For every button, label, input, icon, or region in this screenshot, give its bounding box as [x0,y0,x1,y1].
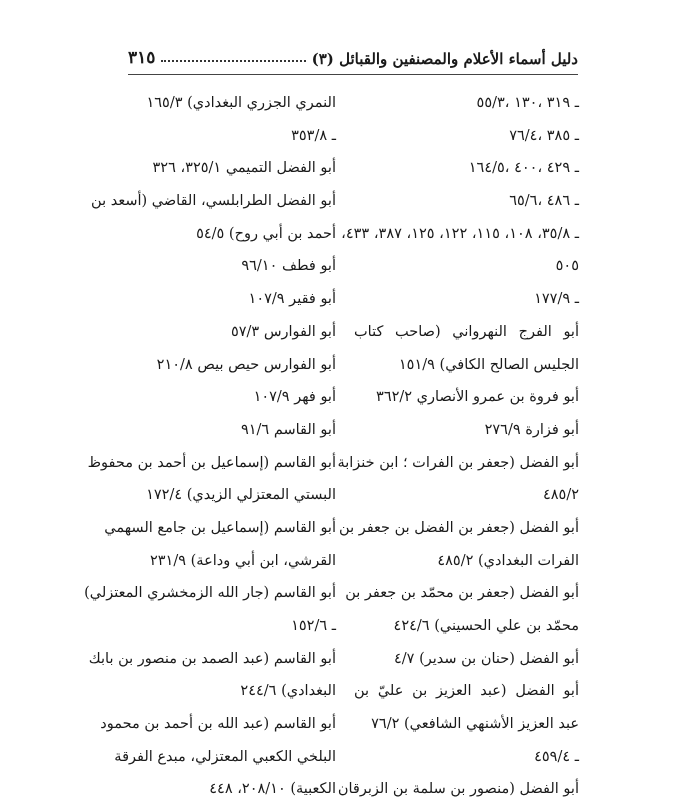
running-title: دليل أسماء الأعلام والمصنفين والقبائل (٣) [311,50,578,68]
index-entry-line: عبد العزيز الأشنهي الشافعي) ٧٦/٢ [371,716,579,733]
index-entry-line: ٤٨٥/٢ [542,487,579,504]
index-entry-line: محمّد بن علي الحسيني) ٤٢٤/٦ [393,618,579,634]
index-entry-line: ـ ٤٥٩/٤ [534,748,579,765]
index-entry-line: أبو فزارة ٢٧٦/٩ [484,421,579,438]
index-entry-line: الكعبية) ٢٠٨/١٠، ٤٤٨ [209,781,336,798]
left-column [84,87,336,806]
index-entry-line: البستي المعتزلي الزيدي) ١٧٢/٤ [146,487,336,504]
index-entry-line: أبو الفوارس ٥٧/٣ [230,323,336,340]
index-entry-line: الجليس الصالح الكافي) ١٥١/٩ [398,356,579,373]
index-entry-line: ـ ٣٥٣/٨ [291,127,336,144]
index-entry-line: أبو الفضل الطرابلسي، القاضي (أسعد بن [91,193,336,210]
index-entry-line: ـ ٣٨٥ ،٧٦/٤ [509,127,579,144]
index-entry-line: ٥٠٥ [555,258,579,275]
index-entry-line: أبو الفوارس حيص بيص ٢١٠/٨ [156,356,336,373]
index-entry-line: أحمد بن أبي روح) ٥٤/٥ [196,225,336,242]
index-entry-line: ـ ٣٥/٨، ١٠٨، ١١٥، ١٢٢، ١٢٥، ٣٨٧، ٤٣٣، [341,225,579,242]
index-entry-line: أبو الفضل (جعفر بن الفرات ؛ ابن خنزابة [337,454,579,471]
index-entry-line: أبو الفضل التميمي ٣٢٥/١، ٣٢٦ [152,160,336,177]
index-entry-line: أبو القاسم (إسماعيل بن جامع السهمي [104,519,336,536]
index-entry-line: ـ ١٥٢/٦ [291,618,336,634]
leader-dots [161,59,305,62]
index-entry-line: أبو الفضل (عبد العزيز بن عليّ بن [354,683,579,700]
index-entry-line: أبو الفضل (حنان بن سدير) ٤/٧ [394,650,579,667]
index-entry-line: أبو فقير ١٠٧/٩ [248,291,336,308]
index-entry-line: أبو الفضل (منصور بن سلمة بن الزبرقان [337,781,579,798]
page-header [128,40,578,68]
index-entry-line: النمري الجزري البغدادي) ١٦٥/٣ [146,95,336,111]
index-entry-line: أبو القاسم (عبد الله بن أحمد بن محمود [100,716,336,733]
index-entry-line: أبو القاسم (جار الله الزمخشري المعتزلي) [84,585,336,602]
index-entry-line: البغدادي) ٢٤٤/٦ [240,683,336,700]
index-entry-line: البلخي الكعبي المعتزلي، مبدع الفرقة [114,748,336,765]
index-entry-line: أبو القاسم (عبد الصمد بن منصور بن بابك [88,650,336,667]
index-entry-line: أبو الفضل (جعفر بن الفضل بن جعفر بن [339,519,579,536]
index-entry-line: أبو فهر ١٠٧/٩ [253,389,336,406]
index-entry-line: ـ ١٧٧/٩ [534,291,579,308]
index-entry-line: ـ ٣١٩ ،١٣٠ ،٥٥/٣ [476,95,579,111]
index-entry-line: أبو الفرج النهرواني (صاحب كتاب [354,323,579,340]
index-entry-line: ـ ٤٢٩ ،٤٠٠ ،١٦٤/٥ [468,160,579,177]
page-number: ٣١٥ [128,48,156,68]
header-rule [128,74,578,75]
index-entry-line: أبو فروة بن عمرو الأنصاري ٣٦٢/٢ [376,389,579,406]
index-entry-line: القرشي، ابن أبي وداعة) ٢٣١/٩ [149,552,336,569]
index-entry-line: الفرات البغدادي) ٤٨٥/٢ [437,552,579,569]
index-entry-line: أبو القاسم ٩١/٦ [240,421,336,438]
index-entry-line: أبو فطف ٩٦/١٠ [241,258,336,275]
index-entry-line: ـ ٤٨٦ ،٦٥/٦ [509,193,579,210]
index-entry-line: أبو القاسم (إسماعيل بن أحمد بن محفوظ [87,454,336,471]
right-column [337,87,579,806]
index-entry-line: أبو الفضل (جعفر بن محمّد بن جعفر بن [345,585,579,602]
